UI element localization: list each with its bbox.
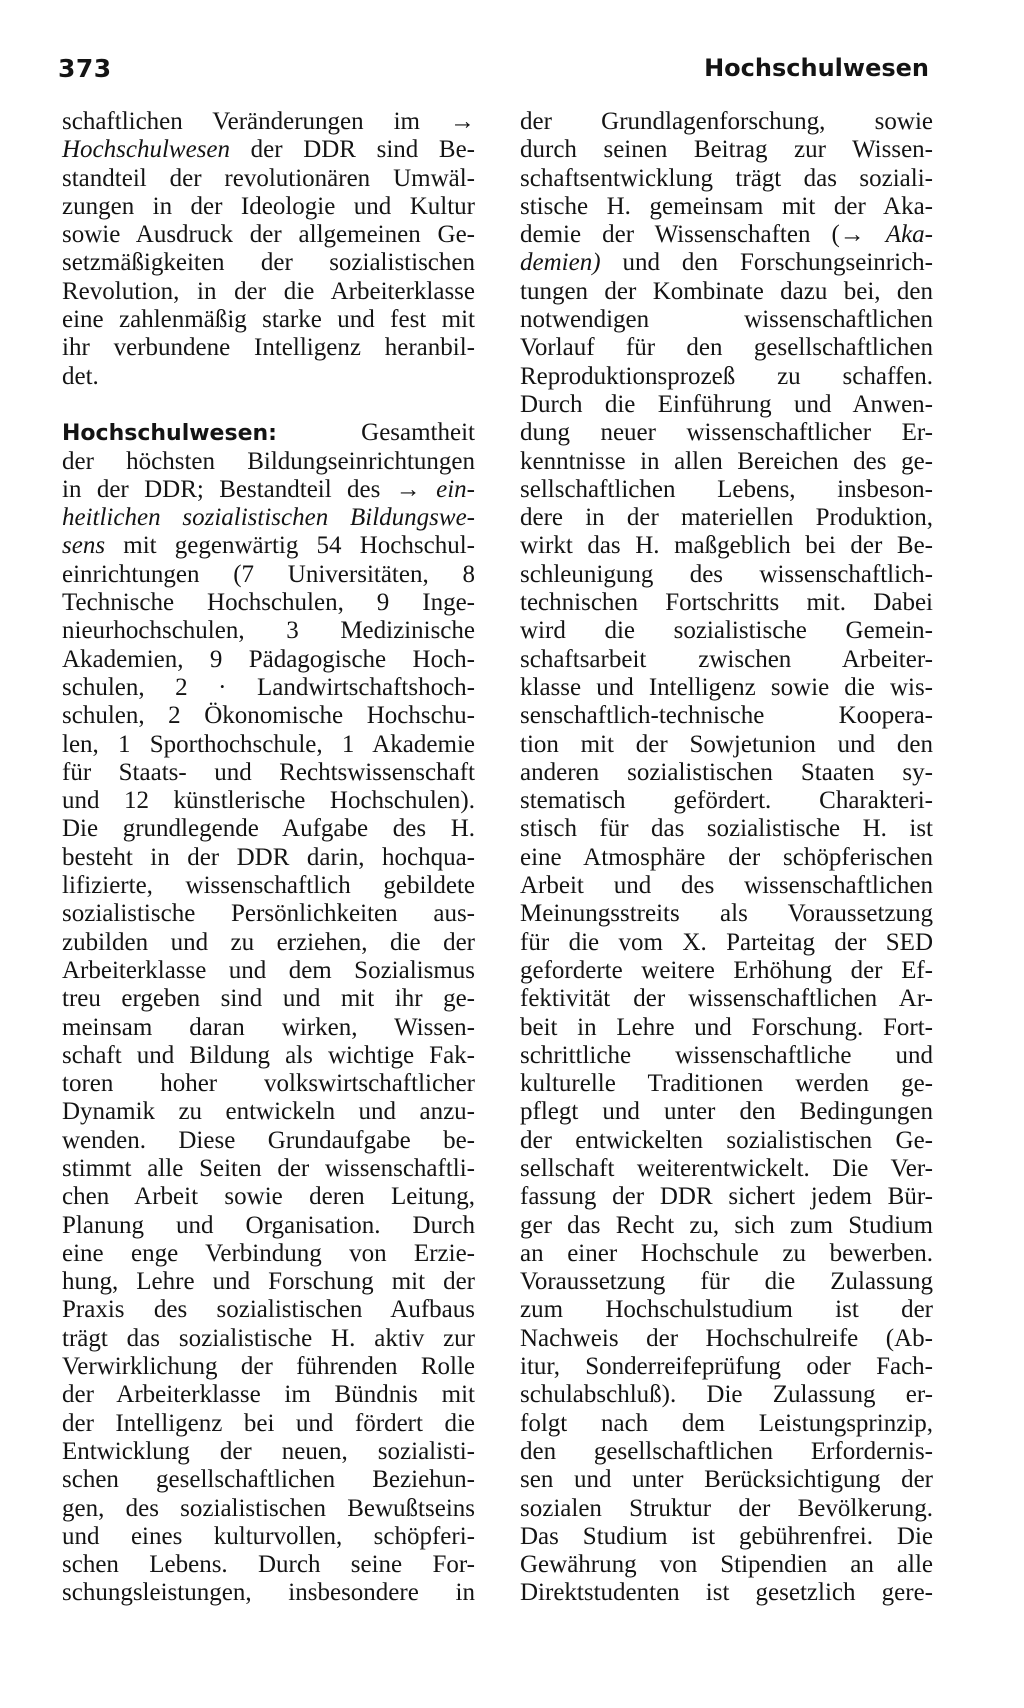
text-line: wenden. Diese Grundaufgabe be- <box>62 1126 475 1154</box>
cross-reference: demien) <box>520 249 601 277</box>
text-line: der höchsten Bildungseinrichtungen <box>62 447 475 475</box>
text-line: Das Studium ist gebührenfrei. Die <box>520 1522 933 1550</box>
text-line: Praxis des sozialistischen Aufbaus <box>62 1296 475 1324</box>
text-line: beit in Lehre und Forschung. Fort- <box>520 1013 933 1041</box>
text-line: anderen sozialistischen Staaten sy- <box>520 758 933 786</box>
text-line: schulen, 2 Ökonomische Hochschu- <box>62 702 475 730</box>
text-line: sowie Ausdruck der allgemeinen Ge- <box>62 221 475 249</box>
text-line: stimmt alle Seiten der wissenschaftli- <box>62 1154 475 1182</box>
text-line: Akademien, 9 Pädagogische Hoch- <box>62 645 475 673</box>
cross-reference: sens <box>62 532 106 560</box>
text-line: schen Lebens. Durch seine For- <box>62 1551 475 1579</box>
text-line: Nachweis der Hochschulreife (Ab- <box>520 1324 933 1352</box>
text-line: zungen in der Ideologie und Kultur <box>62 192 475 220</box>
text-line: kenntnisse in allen Bereichen des ge- <box>520 447 933 475</box>
text-line <box>62 476 475 504</box>
entry-first-line <box>62 419 475 447</box>
text-line: der entwickelten sozialistischen Ge- <box>520 1126 933 1154</box>
text-line: technischen Fortschritts mit. Dabei <box>520 589 933 617</box>
text-line: pflegt und unter den Bedingungen <box>520 1098 933 1126</box>
text-fragment: der DDR sind Be- <box>230 136 475 164</box>
text-line: stematisch gefördert. Charakteri- <box>520 787 933 815</box>
text-line: Voraussetzung für die Zulassung <box>520 1268 933 1296</box>
text-line: lifizierte, wissenschaftlich gebildete <box>62 872 475 900</box>
text-line: trägt das sozialistische H. aktiv zur <box>62 1324 475 1352</box>
text-line: senschaftlich-technische Koopera- <box>520 702 933 730</box>
text-line: Verwirklichung der führenden Rolle <box>62 1353 475 1381</box>
entry-term: Hochschulwesen: <box>62 421 277 447</box>
text-line: sellschaftlichen Lebens, insbeson- <box>520 475 933 503</box>
text-line: fassung der DDR sichert jedem Bür- <box>520 1183 933 1211</box>
text-line: schungsleistungen, insbesondere in <box>62 1579 475 1607</box>
text-line: stisch für das sozialistische H. ist <box>520 815 933 843</box>
text-line: zubilden und zu erziehen, die der <box>62 928 475 956</box>
text-line: sen und unter Berücksichtigung der <box>520 1466 933 1494</box>
text-line: Revolution, in der die Arbeiterklasse <box>62 277 475 305</box>
text-line: durch seinen Beitrag zur Wissen- <box>520 136 933 164</box>
text-line: Entwicklung der neuen, sozialisti- <box>62 1437 475 1465</box>
text-line: zum Hochschulstudium ist der <box>520 1296 933 1324</box>
text-line: Dynamik zu entwickeln und anzu- <box>62 1098 475 1126</box>
text-line: dere in der materiellen Produktion, <box>520 504 933 532</box>
text-line: Durch die Einführung und Anwen- <box>520 390 933 418</box>
text-line: geforderte weitere Erhöhung der Ef- <box>520 956 933 984</box>
cross-reference: Hochschulwesen <box>62 136 231 164</box>
text-line: chen Arbeit sowie deren Leitung, <box>62 1183 475 1211</box>
text-line: schaftsentwicklung trägt das soziali- <box>520 164 933 192</box>
text-line: schulabschluß). Die Zulassung er- <box>520 1381 933 1409</box>
text-fragment: Gesamtheit <box>276 419 475 447</box>
text-line: notwendigen wissenschaftlichen <box>520 306 933 334</box>
text-line: klasse und Intelligenz sowie die wis- <box>520 673 933 701</box>
text-line: hung, Lehre und Forschung mit der <box>62 1268 475 1296</box>
text-line: und eines kulturvollen, schöpferi- <box>62 1522 475 1550</box>
cross-reference: ein- <box>436 475 475 503</box>
text-line: tungen der Kombinate dazu bei, den <box>520 277 933 305</box>
text-line: Die grundlegende Aufgabe des H. <box>62 815 475 843</box>
text-line: für die vom X. Parteitag der SED <box>520 928 933 956</box>
text-line: sozialen Struktur der Bevölkerung. <box>520 1494 933 1522</box>
text-line: Vorlauf für den gesellschaftlichen <box>520 334 933 362</box>
text-line: Gewährung von Stipendien an alle <box>520 1551 933 1579</box>
right-column <box>520 108 933 1608</box>
text-line: einrichtungen (7 Universitäten, 8 <box>62 560 475 588</box>
text-line: tion mit der Sowjetunion und den <box>520 730 933 758</box>
text-line: nieurhochschulen, 3 Medizinische <box>62 617 475 645</box>
text-fragment: demie der Wissenschaften (→ <box>520 221 886 249</box>
text-fragment: mit gegenwärtig 54 Hochschul- <box>105 532 475 560</box>
page-number: 373 <box>58 54 112 83</box>
text-line: der Arbeiterklasse im Bündnis mit <box>62 1381 475 1409</box>
text-line: sozialistische Persönlichkeiten aus- <box>62 900 475 928</box>
text-line: schen gesellschaftlichen Beziehun- <box>62 1466 475 1494</box>
text-line: eine Atmosphäre der schöpferischen <box>520 843 933 871</box>
text-line: Meinungsstreits als Voraussetzung <box>520 900 933 928</box>
text-line: Direktstudenten ist gesetzlich gere- <box>520 1579 933 1607</box>
text-line: schulen, 2 · Landwirtschaftshoch- <box>62 673 475 701</box>
text-line: dung neuer wissenschaftlicher Er- <box>520 419 933 447</box>
text-line: kulturelle Traditionen werden ge- <box>520 1070 933 1098</box>
paragraph-gap <box>62 391 475 419</box>
text-fragment: und den Forschungseinrich- <box>600 249 933 277</box>
text-line: gen, des sozialistischen Bewußtseins <box>62 1494 475 1522</box>
text-line <box>62 136 475 164</box>
text-line: standteil der revolutionären Umwäl- <box>62 164 475 192</box>
text-line: Planung und Organisation. Durch <box>62 1211 475 1239</box>
text-line: folgt nach dem Leistungsprinzip, <box>520 1409 933 1437</box>
text-line: Arbeiterklasse und dem Sozialismus <box>62 956 475 984</box>
text-line: eine enge Verbindung von Erzie- <box>62 1239 475 1267</box>
text-line: schleunigung des wissenschaftlich- <box>520 560 933 588</box>
text-line: fektivität der wissenschaftlichen Ar- <box>520 985 933 1013</box>
text-line: wird die sozialistische Gemein- <box>520 617 933 645</box>
text-line: sellschaft weiterentwickelt. Die Ver- <box>520 1154 933 1182</box>
cross-reference: Aka- <box>885 221 933 249</box>
text-line: den gesellschaftlichen Erfordernis- <box>520 1437 933 1465</box>
text-line: und 12 künstlerische Hochschulen). <box>62 787 475 815</box>
text-line: der Grundlagenforschung, sowie <box>520 108 933 135</box>
text-line: stische H. gemeinsam mit der Aka- <box>520 192 933 220</box>
text-line: schaft und Bildung als wichtige Fak- <box>62 1041 475 1069</box>
running-title: Hochschulwesen <box>704 54 929 82</box>
text-line <box>62 532 475 560</box>
text-line: treu ergeben sind und mit ihr ge- <box>62 985 475 1013</box>
text-line: meinsam daran wirken, Wissen- <box>62 1013 475 1041</box>
text-line: schaftsarbeit zwischen Arbeiter- <box>520 645 933 673</box>
text-line <box>520 249 933 277</box>
text-line: ihr verbundene Intelligenz heranbil- <box>62 334 475 362</box>
text-line: an einer Hochschule zu bewerben. <box>520 1239 933 1267</box>
text-line: Reproduktionsprozeß zu schaffen. <box>520 362 933 390</box>
text-line: toren hoher volkswirtschaftlicher <box>62 1070 475 1098</box>
text-line: besteht in der DDR darin, hochqua- <box>62 843 475 871</box>
text-line: len, 1 Sporthochschule, 1 Akademie <box>62 730 475 758</box>
text-line: eine zahlenmäßig starke und fest mit <box>62 306 475 334</box>
text-line: schaftlichen Veränderungen im → <box>62 108 475 135</box>
text-line: det. <box>62 362 99 390</box>
cross-reference-line: heitlichen sozialistischen Bildungswe- <box>62 504 475 532</box>
text-line: schrittliche wissenschaftliche und <box>520 1041 933 1069</box>
text-line: Arbeit und des wissenschaftlichen <box>520 872 933 900</box>
text-line: wirkt das H. maßgeblich bei der Be- <box>520 532 933 560</box>
text-line: der Intelligenz bei und fördert die <box>62 1409 475 1437</box>
text-fragment: in der DDR; Bestandteil des → <box>62 475 437 503</box>
text-line: Technische Hochschulen, 9 Inge- <box>62 589 475 617</box>
text-line: ger das Recht zu, sich zum Studium <box>520 1211 933 1239</box>
text-line: itur, Sonderreifeprüfung oder Fach- <box>520 1353 933 1381</box>
text-line: für Staats- und Rechtswissenschaft <box>62 758 475 786</box>
text-line <box>520 221 933 249</box>
text-line: setzmäßigkeiten der sozialistischen <box>62 249 475 277</box>
left-column <box>62 108 475 1608</box>
